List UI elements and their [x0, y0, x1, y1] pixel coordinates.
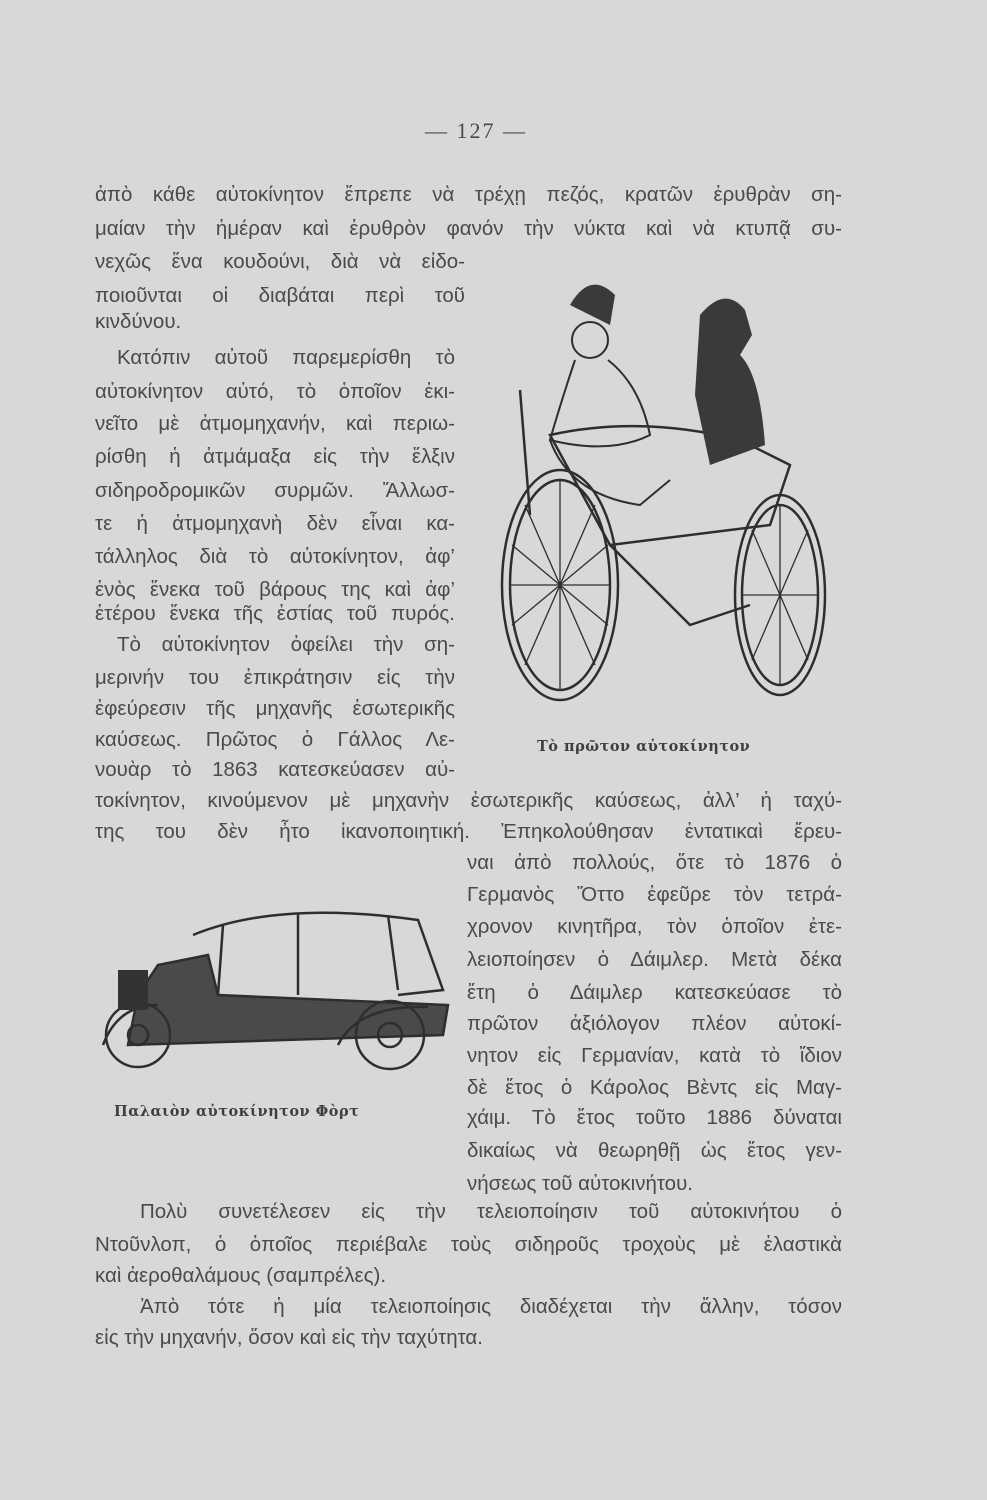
- text-line: ἔτη ὁ Δάιμλερ κατεσκεύασε τὸ: [467, 981, 842, 1004]
- text-line: χρονον κινητῆρα, τὸν ὁποῖον ἐτε-: [467, 915, 842, 938]
- text-line: τάλληλος διὰ τὸ αὐτοκίνητον, ἀφ’: [95, 545, 455, 568]
- text-line: νητον εἰς Γερμανίαν, κατὰ τὸ ἴδιον: [467, 1044, 842, 1067]
- text-line: νεῖτο μὲ ἀτμομηχανήν, καὶ περιω-: [95, 412, 455, 435]
- text-line: νουὰρ τὸ 1863 κατεσκεύασεν αὐ-: [95, 758, 455, 781]
- text-line: ρίσθη ἡ ἀτμάμαξα εἰς τὴν ἕλξιν: [95, 445, 455, 468]
- text-line: αὐτοκίνητον αὐτό, τὸ ὁποῖον ἐκι-: [95, 380, 455, 403]
- text-line: πρῶτον ἀξιόλογον πλέον αὐτοκί-: [467, 1012, 842, 1035]
- text-line: καύσεως. Πρῶτος ὁ Γάλλος Λε-: [95, 728, 455, 751]
- text-line: Ντοῦνλοπ, ὁ ὁποῖος περιέβαλε τοὺς σιδηροῦς τροχοὺς μὲ ἐλαστικὰ: [95, 1233, 842, 1256]
- text-line: Κατόπιν αὐτοῦ παρεμερίσθη τὸ: [117, 346, 455, 369]
- text-line: μερινήν του ἐπικράτησιν εἰς τὴν: [95, 666, 455, 689]
- text-line: της του δὲν ἦτο ἱκανοποιητική. Ἐπηκολούθησαν ἐντατικαὶ ἔρευ-: [95, 820, 842, 843]
- text-line: ναι ἀπὸ πολλούς, ὅτε τὸ 1876 ὁ: [467, 851, 842, 874]
- first-car-caption: Τὸ πρῶτον αὐτοκίνητον: [537, 738, 751, 755]
- text-line: Τὸ αὐτοκίνητον ὀφείλει τὴν ση-: [117, 633, 455, 656]
- text-line: Πολὺ συνετέλεσεν εἰς τὴν τελειοποίησιν τοῦ αὐτοκινήτου ὁ: [140, 1200, 842, 1223]
- text-line: Γερμανὸς Ὄττο ἐφεῦρε τὸν τετρά-: [467, 883, 842, 906]
- text-line: Ἀπὸ τότε ἡ μία τελειοποίησις διαδέχεται τὴν ἄλλην, τόσον: [140, 1295, 842, 1318]
- text-line: εἰς τὴν μηχανήν, ὅσον καὶ εἰς τὴν ταχύτητα.: [95, 1326, 483, 1349]
- text-line: νήσεως τοῦ αὐτοκινήτου.: [467, 1172, 693, 1195]
- text-line: ἀπὸ κάθε αὐτοκίνητον ἔπρεπε νὰ τρέχῃ πεζός, κρατῶν ἐρυθρὰν ση-: [95, 183, 842, 206]
- ford-car-caption: Παλαιὸν αὐτοκίνητον Φὸρτ: [114, 1103, 360, 1120]
- text-line: κινδύνου.: [95, 310, 182, 333]
- text-line: σιδηροδρομικῶν συρμῶν. Ἄλλωσ-: [95, 479, 455, 502]
- text-line: νεχῶς ἕνα κουδούνι, διὰ νὰ εἰδο-: [95, 250, 465, 273]
- text-line: ποιοῦνται οἱ διαβάται περὶ τοῦ: [95, 284, 465, 307]
- text-line: χάιμ. Τὸ ἔτος τοῦτο 1886 δύναται: [467, 1106, 842, 1129]
- text-line: δὲ ἔτος ὁ Κάρολος Βὲντς εἰς Μαγ-: [467, 1076, 842, 1099]
- text-line: λειοποίησεν ὁ Δάιμλερ. Μετὰ δέκα: [467, 948, 842, 971]
- text-line: δικαίως νὰ θεωρηθῇ ὡς ἔτος γεν-: [467, 1139, 842, 1162]
- first-car-illustration: [490, 265, 850, 725]
- text-line: ἐφεύρεσιν τῆς μηχανῆς ἐσωτερικῆς: [95, 697, 455, 720]
- ford-car-illustration: [98, 895, 458, 1085]
- text-line: καὶ ἀεροθαλάμους (σαμπρέλες).: [95, 1264, 387, 1287]
- text-line: τοκίνητον, κινούμενον μὲ μηχανὴν ἐσωτερικῆς καύσεως, ἀλλ’ ἡ ταχύ-: [95, 789, 842, 812]
- text-line: μαίαν τὴν ἡμέραν καὶ ἐρυθρὸν φανόν τὴν νύκτα καὶ νὰ κτυπᾷ συ-: [95, 217, 842, 240]
- page-number: — 127 —: [425, 118, 527, 143]
- text-line: τε ἡ ἀτμομηχανὴ δὲν εἶναι κα-: [95, 512, 455, 535]
- text-line: ἑτέρου ἕνεκα τῆς ἑστίας τοῦ πυρός.: [95, 602, 455, 625]
- text-line: ἑνὸς ἕνεκα τοῦ βάρους της καὶ ἀφ’: [95, 578, 455, 601]
